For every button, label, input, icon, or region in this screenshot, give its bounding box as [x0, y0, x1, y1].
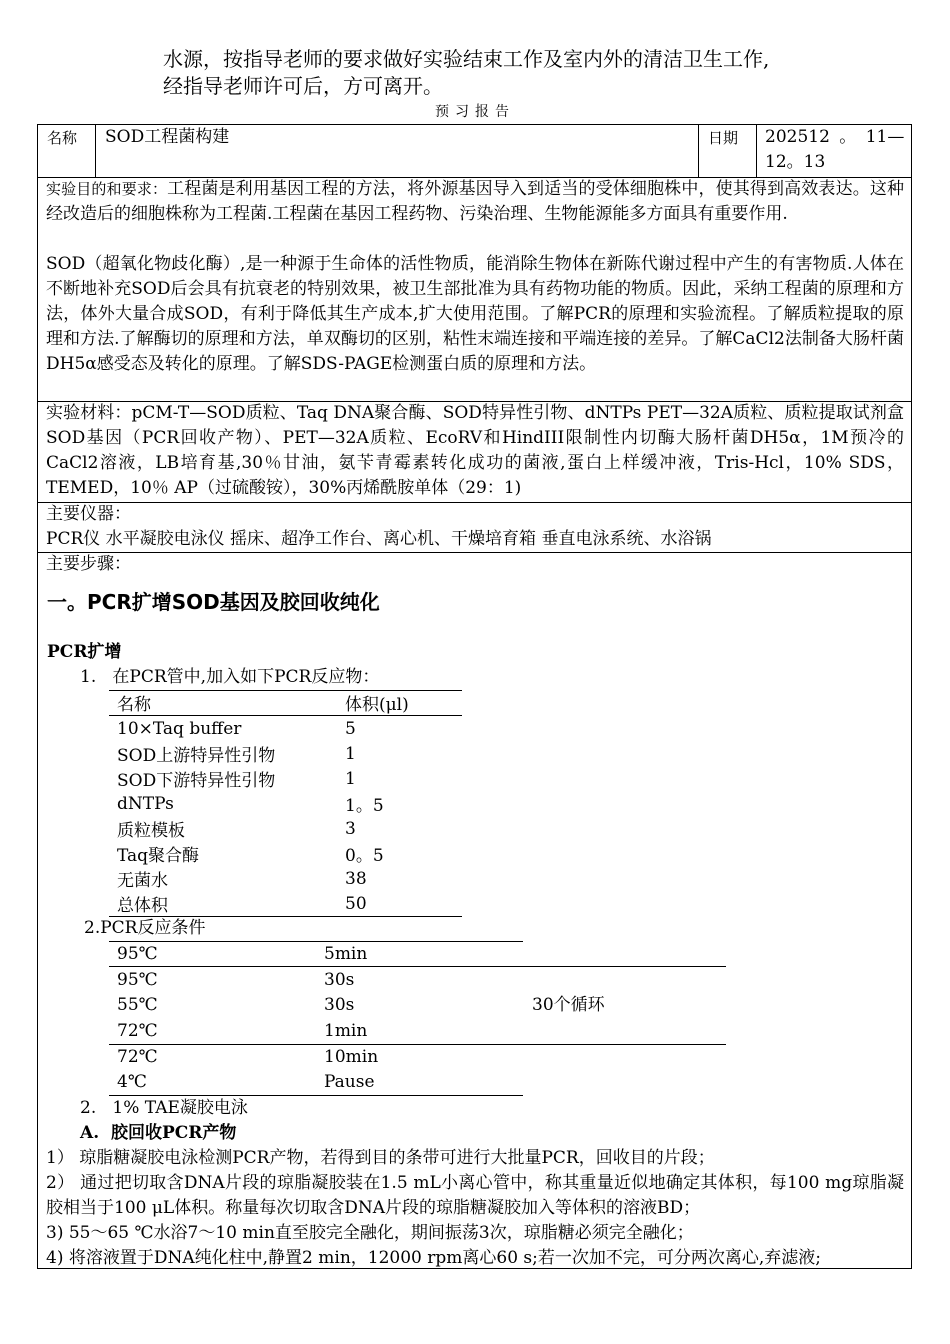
step-1-text: 1. 在PCR管中,加入如下PCR反应物：	[80, 667, 380, 687]
reagent-volume: 1	[345, 768, 356, 789]
intro-line-2: 经指导老师许可后，方可离开。	[163, 74, 443, 98]
recovery-step-3: 3) 55～65 ℃水浴7～10 min直至胶完全融化，期间振荡3次，琼脂糖必须完全融化；	[46, 1223, 694, 1243]
date-value-line-2: 12。13	[765, 152, 826, 172]
conditions-cycle-bottom-rule	[109, 1044, 726, 1045]
recovery-step-1: 1） 琼脂糖凝胶电泳检测PCR产物，若得到目的条带可进行大批量PCR，回收目的片段；	[46, 1148, 715, 1168]
reagent-volume: 1	[345, 743, 356, 764]
table-row	[109, 766, 462, 791]
condition-time: 30s	[324, 995, 355, 1015]
materials-section	[46, 401, 904, 501]
cycle-note: 30个循环	[532, 995, 605, 1015]
date-label: 日期	[708, 129, 739, 147]
reagent-name: SOD下游特异性引物	[117, 771, 276, 791]
reagent-volume: 3	[345, 818, 356, 839]
reagent-volume: 1。5	[345, 796, 384, 816]
report-title: 预习报告	[435, 104, 515, 120]
condition-time: 5min	[324, 944, 368, 964]
table-row	[109, 891, 462, 917]
reagent-volume: 38	[345, 868, 367, 889]
table-row	[109, 841, 462, 866]
steps-label: 主要步骤：	[46, 554, 131, 574]
table-row	[109, 741, 462, 766]
step-3-text: 2. 1% TAE凝胶电泳	[80, 1098, 248, 1118]
reagent-name: 质粒模板	[117, 821, 185, 841]
conditions-top-rule	[109, 941, 523, 942]
date-value	[765, 125, 905, 175]
sub-a-heading: A. 胶回收PCR产物	[80, 1123, 237, 1143]
reagent-name: 总体积	[117, 896, 168, 916]
step-2-text: 2.PCR反应条件	[84, 918, 206, 938]
materials-label: 实验材料：	[46, 403, 132, 423]
table-row	[109, 791, 462, 816]
reagent-name: 无菌水	[117, 871, 168, 891]
reagent-name: 10×Taq buffer	[117, 718, 242, 739]
reagent-name: SOD上游特异性引物	[117, 746, 276, 766]
instruments-text: PCR仪 水平凝胶电泳仪 摇床、超净工作台、离心机、干燥培育箱 垂直电泳系统、水浴锅	[46, 529, 712, 549]
condition-temp: 72℃	[117, 1021, 158, 1041]
purpose-section	[46, 177, 904, 227]
intro-line-1: 水源，按指导老师的要求做好实验结束工作及室内外的清洁卫生工作,	[163, 47, 770, 71]
header-divider-3	[756, 125, 757, 177]
date-value-line-1: 202512 。 11—	[765, 127, 905, 147]
experiment-name: SOD工程菌构建	[105, 127, 230, 147]
header-divider-2	[698, 125, 699, 177]
table-row	[109, 716, 462, 742]
section-title: 一。PCR扩增SOD基因及胶回收纯化	[47, 590, 380, 614]
name-label: 名称	[47, 129, 78, 147]
intro-text	[163, 46, 769, 100]
reagent-header-volume: 体积(μl)	[345, 695, 409, 715]
condition-temp: 95℃	[117, 970, 158, 990]
condition-time: 10min	[324, 1047, 379, 1067]
reagent-volume: 5	[345, 718, 356, 739]
reagent-volume: 50	[345, 893, 367, 914]
instruments-label: 主要仪器：	[46, 504, 131, 524]
condition-time: Pause	[324, 1072, 375, 1092]
condition-temp: 55℃	[117, 995, 158, 1015]
report-frame	[37, 124, 912, 1269]
reagent-header-name: 名称	[117, 695, 151, 715]
recovery-step-2: 2） 通过把切取含DNA片段的琼脂凝胶装在1.5 mL小离心管中，称其重量近似地确定其体积，每100 mg琼脂凝胶相当于100 μL体积。称量每次切取含DNA片段的琼脂糖凝胶加入等体积的溶液BD；	[46, 1173, 904, 1218]
header-divider-1	[95, 125, 96, 177]
purpose-label: 实验目的和要求：	[46, 180, 168, 198]
materials-text: pCM-T—SOD质粒、Taq DNA聚合酶、SOD特异性引物、dNTPs PET—32A质粒、质粒提取试剂盒SOD基因（PCR回收产物）、PET—32A质粒、EcoRV和HindIII限制性内切酶大肠杆菌DH5α，1M预冷的CaCl2溶液，LB培育基,30％甘油，氨苄青霉素转化成功的菌液,蛋白上样缓冲液，Tris-Hcl，10% SDS，TEMED，10％ AP（过硫酸铵），30%丙烯酰胺单体（29：1)	[46, 403, 904, 498]
condition-temp: 95℃	[117, 944, 158, 964]
condition-temp: 72℃	[117, 1047, 158, 1067]
purpose-text-2: SOD（超氧化物歧化酶）,是一种源于生命体的活性物质，能消除生物体在新陈代谢过程中产生的有害物质.人体在不断地补充SOD后会具有抗衰老的特别效果，被卫生部批准为具有药物功能的物质。因此，采纳工程菌的原理和方法，体外大量合成SOD，有利于降低其生产成本,扩大使用范围。了解PCR的原理和实验流程。了解质粒提取的原理和方法.了解酶切的原理和方法，单双酶切的区别，粘性末端连接和平端连接的差异。了解CaCl2法制备大肠杆菌DH5α感受态及转化的原理。了解SDS-PAGE检测蛋白质的原理和方法。	[46, 254, 904, 374]
table-row	[109, 816, 462, 841]
reagent-name: dNTPs	[117, 793, 174, 814]
condition-time: 1min	[324, 1021, 368, 1041]
recovery-step-4: 4) 将溶液置于DNA纯化柱中,静置2 min，12000 rpm离心60 s;若一次加不完，可分两次离心,弃滤液;	[46, 1248, 821, 1268]
reagent-volume: 0。5	[345, 846, 384, 866]
purpose-text-1: 工程菌是利用基因工程的方法，将外源基因导入到适当的受体细胞株中，使其得到高效表达。这种经改造后的细胞株称为工程菌.工程菌在基因工程药物、污染治理、生物能源能多方面具有重要作用.	[46, 179, 904, 224]
conditions-cycle-top-rule	[109, 966, 726, 967]
table-row	[109, 866, 462, 891]
condition-time: 30s	[324, 970, 355, 990]
pcr-subheading: PCR扩增	[47, 642, 122, 662]
condition-temp: 4℃	[117, 1072, 147, 1092]
reagent-table	[109, 690, 462, 917]
reagent-name: Taq聚合酶	[117, 846, 200, 866]
